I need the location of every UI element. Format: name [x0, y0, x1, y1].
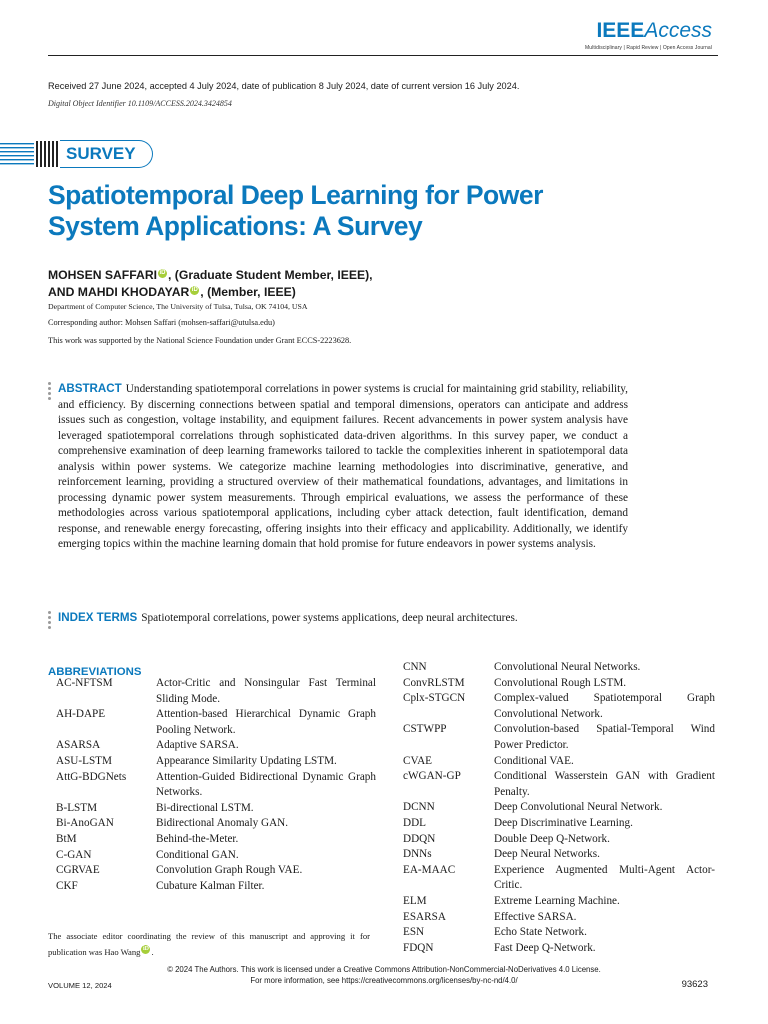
abbreviation-definition: Extreme Learning Machine. — [494, 894, 620, 907]
abbreviation-definition: Echo State Network. — [494, 926, 587, 939]
abbreviation-definition: Convolutional Rough LSTM. — [494, 676, 627, 689]
abbreviation-entry — [56, 816, 376, 832]
author-name: MOHSEN SAFFARI — [48, 268, 158, 282]
paper-title: Spatiotemporal Deep Learning for Power System Applications: A Survey — [48, 180, 543, 241]
abbreviation-definition: Bi-directional LSTM. — [156, 801, 254, 814]
abbreviation-entry — [403, 816, 715, 832]
abbreviation-entry — [403, 925, 715, 941]
author-name: AND MAHDI KHODAYAR — [48, 285, 190, 299]
abbreviation-definition: Conditional VAE. — [494, 754, 574, 767]
author-line-2 — [48, 285, 296, 299]
abbreviation-definition: Actor-Critic and Nonsingular Fast Terminal Sliding Mode. — [156, 677, 376, 705]
abbreviation-entry — [403, 894, 715, 910]
abbreviation-definition: Effective SARSA. — [494, 910, 577, 923]
editor-note-end: . — [151, 947, 154, 957]
affiliation: Department of Computer Science, The University of Tulsa, Tulsa, OK 74104, USA — [48, 302, 308, 311]
abbreviation-term: ESARSA — [403, 910, 446, 923]
abbreviation-definition: Fast Deep Q-Network. — [494, 941, 596, 954]
abbreviation-entry — [56, 801, 376, 817]
abbreviation-entry — [403, 847, 715, 863]
abbreviation-entry — [403, 863, 715, 894]
abbreviation-term: AttG-BDGNets — [56, 770, 127, 783]
abbreviation-entry — [403, 660, 715, 676]
abstract-text: Understanding spatiotemporal correlations in power systems is crucial for maintaining grid stability, reliability, and efficiency. By discerning connections between spatial and temporal dimensions, operators can anticipate and address issues such as congestion, voltage instability, and equipment failures. Recent advancements in power system analysis have leveraged spatiotemporal correlations through sophisticated data-driven algorithms. In this survey paper, we conduct a comprehensive examination of deep learning frameworks tailored to tackle the complexities inherent in spatiotemporal data analysis within power systems. We categorize machine learning methodologies into discriminative, generative, and reinforcement learning, providing a structured overview of their mathematical foundations, advantages, and limitations in processing dynamic power system measurements. Through empirical evaluations, we assess the performance of these methodologies across various spatiotemporal applications, including cyber attack detection, fault identification, demand response, and renewable energy forecasting, offering insights into their efficacy and applicability. Additionally, we identify emerging topics within the machine learning domain that hold promise for future endeavors in power systems analysis. — [58, 383, 628, 550]
doi-line: Digital Object Identifier 10.1109/ACCESS.2024.3424854 — [48, 99, 232, 108]
funding-note: This work was supported by the National Science Foundation under Grant ECCS-2223628. — [48, 336, 352, 345]
abbreviation-term: B-LSTM — [56, 801, 98, 814]
abbreviation-term: DDL — [403, 816, 426, 829]
header-divider — [48, 55, 718, 56]
abbreviation-term: CVAE — [403, 754, 433, 767]
abbreviation-definition: Convolution Graph Rough VAE. — [156, 864, 303, 877]
abbreviation-term: ESN — [403, 926, 425, 939]
abbreviation-entry — [403, 754, 715, 770]
abbreviation-entry — [403, 832, 715, 848]
abbreviation-definition: Conditional GAN. — [156, 848, 239, 861]
logo-italic: Access — [644, 19, 712, 42]
orcid-icon[interactable]: iD — [159, 270, 166, 276]
abbreviation-entry — [56, 832, 376, 848]
survey-badge — [60, 140, 153, 168]
publication-dates: Received 27 June 2024, accepted 4 July 2024, date of publication 8 July 2024, date of current version 16 July 2024. — [48, 81, 520, 91]
journal-logo — [585, 20, 712, 42]
index-terms-label: INDEX TERMS — [58, 611, 138, 624]
abbreviation-definition: Experience Augmented Multi-Agent Actor-Critic. — [494, 863, 715, 892]
abbreviations-left-column — [56, 676, 376, 894]
abbreviation-term: DDQN — [403, 832, 436, 845]
abbreviation-definition: Adaptive SARSA. — [156, 739, 239, 752]
page-number: 93623 — [681, 979, 708, 990]
abbreviation-entry — [403, 941, 715, 957]
abbreviation-entry — [56, 863, 376, 879]
abbreviation-definition: Appearance Similarity Updating LSTM. — [156, 754, 337, 767]
abbreviation-entry — [403, 722, 715, 753]
abbreviation-entry — [403, 910, 715, 926]
abbreviation-term: Bi-AnoGAN — [56, 817, 114, 830]
abbreviation-definition: Deep Discriminative Learning. — [494, 816, 633, 829]
abbreviation-definition: Complex-valued Spatiotemporal Graph Convolutional Network. — [494, 692, 715, 720]
logo-bold: IEEE — [596, 19, 645, 42]
survey-banner-icon — [0, 138, 64, 170]
abbreviation-term: EA-MAAC — [403, 863, 456, 876]
abstract-label: ABSTRACT — [58, 382, 122, 395]
volume-info: VOLUME 12, 2024 — [48, 981, 112, 990]
author-membership: , (Graduate Student Member, IEEE), — [168, 268, 373, 282]
author-membership: , (Member, IEEE) — [200, 285, 296, 299]
abbreviation-entry — [403, 676, 715, 692]
abbreviation-definition: Convolution-based Spatial-Temporal Wind Power Predictor. — [494, 723, 715, 751]
abbreviation-entry — [403, 691, 715, 722]
abbreviation-term: ASU-LSTM — [56, 754, 112, 767]
orcid-icon[interactable]: iD — [191, 287, 198, 293]
abbreviation-term: AH-DAPE — [56, 708, 106, 721]
abbreviation-definition: Double Deep Q-Network. — [494, 832, 610, 845]
abbreviation-term: DCNN — [403, 801, 435, 814]
abbreviations-right-column — [403, 660, 715, 956]
abbreviation-entry — [403, 769, 715, 800]
abbreviation-definition: Attention-based Hierarchical Dynamic Graph Pooling Network. — [156, 708, 376, 736]
abbreviation-term: FDQN — [403, 941, 434, 954]
abbreviation-definition: Deep Neural Networks. — [494, 848, 600, 861]
journal-tagline: Multidisciplinary | Rapid Review | Open Access Journal — [585, 45, 712, 51]
index-terms-dots-icon — [48, 611, 52, 631]
abbreviation-entry — [56, 754, 376, 770]
abbreviation-entry — [56, 879, 376, 895]
abbreviation-term: CKF — [56, 879, 78, 892]
abbreviation-entry — [56, 770, 376, 801]
survey-label: SURVEY — [66, 144, 136, 163]
abbreviation-entry — [56, 738, 376, 754]
author-line-1 — [48, 268, 373, 282]
index-terms-text: Spatiotemporal correlations, power systems applications, deep neural architectures. — [141, 612, 518, 624]
abbreviation-term: C-GAN — [56, 848, 92, 861]
journal-brand — [585, 20, 712, 51]
abbreviation-definition: Conditional Wasserstein GAN with Gradient Penalty. — [494, 770, 715, 798]
abbreviation-definition: Bidirectional Anomaly GAN. — [156, 817, 289, 830]
abbreviation-entry — [56, 848, 376, 864]
editor-note-text: The associate editor coordinating the review of this manuscript and approving it for publication was Hao Wang — [48, 931, 370, 957]
abbreviation-term: CSTWPP — [403, 723, 447, 736]
abbreviation-definition: Convolutional Neural Networks. — [494, 661, 641, 673]
abbreviation-term: cWGAN-GP — [403, 770, 461, 783]
abbreviation-term: ELM — [403, 894, 427, 907]
orcid-icon[interactable]: iD — [142, 946, 149, 952]
abbreviations-heading: ABBREVIATIONS — [48, 666, 142, 678]
abbreviation-entry — [56, 676, 376, 707]
abbreviation-definition: Behind-the-Meter. — [156, 832, 239, 845]
corresponding-author: Corresponding author: Mohsen Saffari (mohsen-saffari@utulsa.edu) — [48, 318, 275, 327]
index-terms — [58, 610, 678, 627]
abbreviation-term: DNNs — [403, 848, 432, 861]
abbreviation-term: CGRVAE — [56, 864, 100, 877]
abstract-dots-icon — [48, 382, 52, 402]
abbreviation-term: BtM — [56, 832, 77, 845]
license-line: © 2024 The Authors. This work is licensed under a Creative Commons Attribution-NonCommercial-NoDerivatives 4.0 License. — [167, 965, 601, 974]
license-link-line[interactable]: For more information, see https://creativecommons.org/licenses/by-nc-nd/4.0/ — [250, 976, 518, 985]
abbreviation-definition: Cubature Kalman Filter. — [156, 879, 265, 892]
abbreviation-term: ConvRLSTM — [403, 676, 465, 689]
abbreviation-term: AC-NFTSM — [56, 677, 113, 689]
abbreviation-term: Cplx-STGCN — [403, 692, 466, 705]
abstract — [58, 381, 628, 553]
abbreviation-definition: Deep Convolutional Neural Network. — [494, 801, 663, 814]
abbreviation-term: ASARSA — [56, 739, 101, 752]
abbreviation-entry — [56, 707, 376, 738]
editor-note — [48, 928, 370, 960]
abbreviation-definition: Attention-Guided Bidirectional Dynamic Graph Networks. — [156, 770, 376, 799]
abbreviation-entry — [403, 800, 715, 816]
abbreviation-term: CNN — [403, 661, 427, 673]
